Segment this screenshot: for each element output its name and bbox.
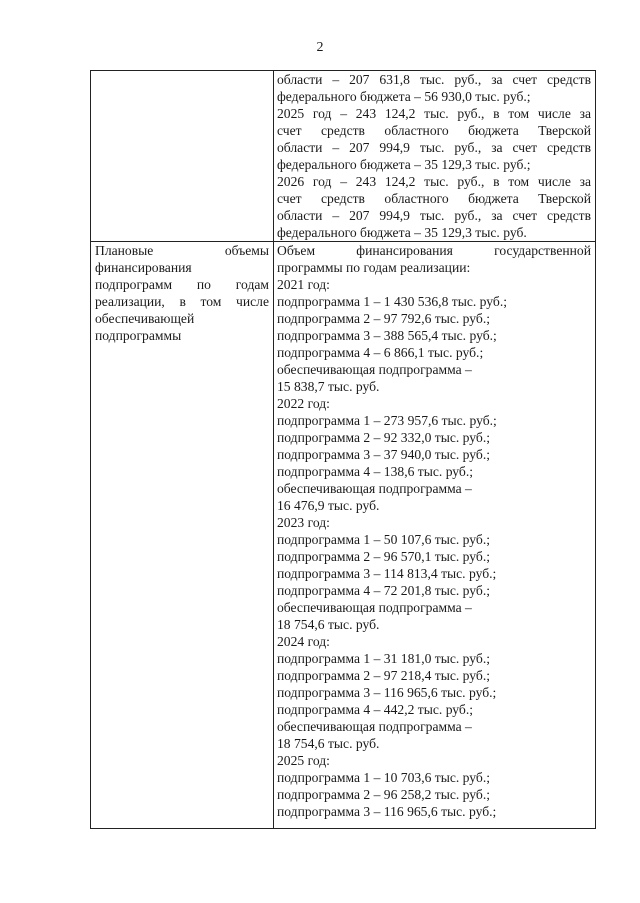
row-content-cell: [274, 71, 596, 242]
text-line: подпрограммы: [95, 328, 182, 343]
text-line: подпрограмма 3 – 37 940,0 тыс. руб.;: [277, 447, 491, 462]
text-line: подпрограмма 2 – 96 258,2 тыс. руб.;: [277, 787, 491, 802]
text-line: подпрограмма 4 – 6 866,1 тыс. руб.;: [277, 345, 484, 360]
page-number: 2: [316, 40, 324, 55]
row-content-cell: [274, 242, 596, 829]
text-line: Плановые объемы: [95, 243, 269, 258]
text-line: обеспечивающая подпрограмма –: [277, 719, 472, 734]
text-line: финансирования: [95, 260, 192, 275]
table-row-subprogram-financing: [91, 242, 596, 829]
text-line: подпрограмма 4 – 442,2 тыс. руб.;: [277, 702, 474, 717]
text-line: подпрограмма 1 – 31 181,0 тыс. руб.;: [277, 651, 491, 666]
text-line: подпрограмма 3 – 116 965,6 тыс. руб.;: [277, 685, 497, 700]
text-line: федерального бюджета – 56 930,0 тыс. руб.;: [277, 89, 531, 104]
text-line: 18 754,6 тыс. руб.: [277, 736, 380, 751]
text-line: 2024 год:: [277, 634, 330, 649]
text-line: 2025 год – 243 124,2 тыс. руб., в том числе за: [277, 106, 591, 121]
table-row-financing-continued: [91, 71, 596, 242]
text-line: области – 207 994,9 тыс. руб., за счет средств: [277, 208, 591, 223]
text-line: обеспечивающей: [95, 311, 195, 326]
text-line: программы по годам реализации:: [277, 260, 471, 275]
text-line: 2025 год:: [277, 753, 330, 768]
passport-table: [90, 70, 596, 829]
text-line: 18 754,6 тыс. руб.: [277, 617, 380, 632]
text-line: подпрограмма 1 – 10 703,6 тыс. руб.;: [277, 770, 491, 785]
text-line: подпрограмма 2 – 92 332,0 тыс. руб.;: [277, 430, 491, 445]
text-line: 2026 год – 243 124,2 тыс. руб., в том числе за: [277, 174, 591, 189]
text-line: счет средств областного бюджета Тверской: [277, 123, 591, 138]
text-line: Объем финансирования государственной: [277, 243, 591, 258]
text-line: подпрограмма 2 – 97 792,6 тыс. руб.;: [277, 311, 491, 326]
text-line: подпрограмма 4 – 72 201,8 тыс. руб.;: [277, 583, 491, 598]
text-line: федерального бюджета – 35 129,3 тыс. руб.: [277, 225, 527, 240]
text-line: области – 207 994,9 тыс. руб., за счет средств: [277, 140, 591, 155]
text-line: подпрограмма 3 – 388 565,4 тыс. руб.;: [277, 328, 497, 343]
text-line: подпрограмм по годам: [95, 277, 269, 292]
text-line: 15 838,7 тыс. руб.: [277, 379, 380, 394]
text-line: подпрограмма 2 – 97 218,4 тыс. руб.;: [277, 668, 491, 683]
text-line: обеспечивающая подпрограмма –: [277, 362, 472, 377]
text-line: обеспечивающая подпрограмма –: [277, 481, 472, 496]
text-line: подпрограмма 1 – 273 957,6 тыс. руб.;: [277, 413, 497, 428]
text-line: 2022 год:: [277, 396, 330, 411]
row-label-cell: [91, 71, 274, 242]
text-line: подпрограмма 1 – 1 430 536,8 тыс. руб.;: [277, 294, 508, 309]
text-line: федерального бюджета – 35 129,3 тыс. руб.;: [277, 157, 531, 172]
text-line: подпрограмма 1 – 50 107,6 тыс. руб.;: [277, 532, 491, 547]
text-line: области – 207 631,8 тыс. руб., за счет средств: [277, 72, 591, 87]
text-line: подпрограмма 4 – 138,6 тыс. руб.;: [277, 464, 474, 479]
text-line: подпрограмма 3 – 116 965,6 тыс. руб.;: [277, 804, 497, 819]
text-line: обеспечивающая подпрограмма –: [277, 600, 472, 615]
text-line: 2023 год:: [277, 515, 330, 530]
text-line: реализации, в том числе: [95, 294, 269, 309]
text-line: подпрограмма 3 – 114 813,4 тыс. руб.;: [277, 566, 497, 581]
text-line: счет средств областного бюджета Тверской: [277, 191, 591, 206]
text-line: 2021 год:: [277, 277, 330, 292]
row-label-cell: [91, 242, 274, 829]
text-line: 16 476,9 тыс. руб.: [277, 498, 380, 513]
text-line: подпрограмма 2 – 96 570,1 тыс. руб.;: [277, 549, 491, 564]
